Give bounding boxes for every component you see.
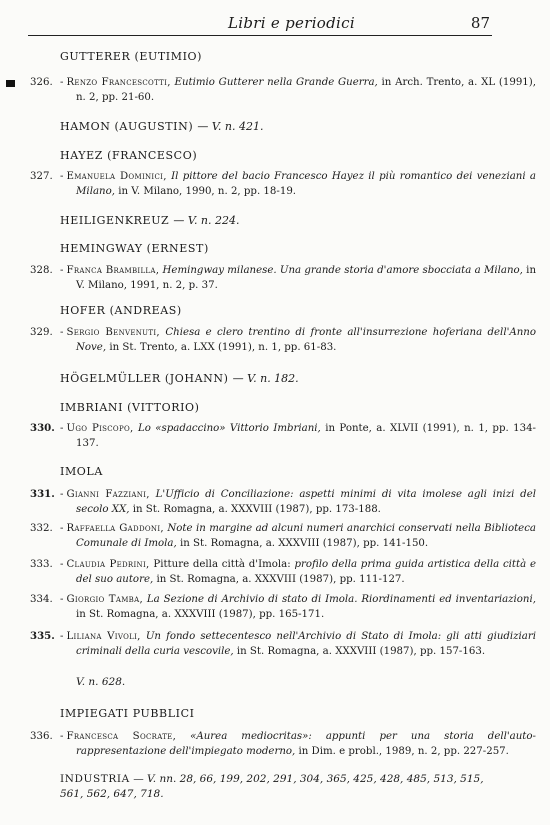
bibliography-entry: 331. - Gianni Fazziani, L'Ufficio di Conciliazione: aspetti minimi di vita imolese agli inizi del secolo XX, in St. Romagna, a. XXXVIII (1987), pp. 173-188.: [30, 488, 536, 515]
bibliography-entry: 333. - Claudia Pedrini, Pitture della città d'Imola: profilo della prima guida artistica della città e del suo autore, in St. Romagna, a. XXXVIII (1987), pp. 111-127.: [30, 559, 536, 585]
section-heading: HÖGELMÜLLER (JOHANN) — V. n. 182.: [60, 372, 299, 385]
bibliography-entry: 328. - Franca Brambilla, Hemingway milanese. Una grande storia d'amore sbocciata a Milano, in V. Milano, 1991, n. 2, p. 37.: [30, 265, 537, 291]
bibliography-entry: 329. - Sergio Benvenuti, Chiesa e clero trentino di fronte all'insurrezione hoferiana dell'Anno Nove, in St. Trento, a. LXX (1991), n. 1, pp. 61-83.: [30, 327, 536, 353]
section-heading: IMOLA: [60, 465, 103, 478]
bibliography-entry: 330. - Ugo Piscopo, Lo «spadaccino» Vittorio Imbriani, in Ponte, a. XLVII (1991), n. 1, pp. 134-137.: [30, 422, 536, 449]
section-heading: HAMON (AUGUSTIN) — V. n. 421.: [60, 120, 264, 133]
section-heading: GUTTERER (EUTIMIO): [60, 50, 203, 63]
bibliography-entry: 335. - Liliana Vivoli, Un fondo settecentesco nell'Archivio di Stato di Imola: gli atti giudiziari criminali della curia vescovile, in St. Romagna, a. XXXVIII (1987), pp. 157-163.: [30, 630, 537, 657]
section-heading: HAYEZ (FRANCESCO): [60, 149, 198, 162]
section-heading: HOFER (ANDREAS): [60, 304, 182, 317]
bibliography-entry: 326. - Renzo Francescotti, Eutimio Gutterer nella Grande Guerra, in Arch. Trento, a. XL (1991), n. 2, pp. 21-60.: [30, 77, 536, 103]
see-also-reference: V. n. 628.: [76, 676, 126, 688]
section-heading: HEILIGENKREUZ — V. n. 224.: [60, 214, 240, 227]
bibliography-entry: 332. - Raffaella Gaddoni, Note in margine ad alcuni numeri anarchici conservati nella Biblioteca Comunale di Imola, in St. Romagna, a. XXXVIII (1987), pp. 141-150.: [30, 523, 536, 549]
section-heading: IMPIEGATI PUBBLICI: [60, 707, 195, 720]
bibliography-entry: 336. - Francesca Socrate, «Aurea mediocritas»: appunti per una storia dell'auto-rappresentazione dell'impiegato moderno, in Dim. e probl., 1989, n. 2, pp. 227-257.: [30, 731, 536, 757]
bibliography-entry: 334. - Giorgio Tamba, La Sezione di Archivio di stato di Imola. Riordinamenti ed inventariazioni, in St. Romagna, a. XXXVIII (1987), pp. 165-171.: [30, 594, 536, 620]
margin-marker: [6, 80, 15, 87]
industria-label: INDUSTRIA: [60, 773, 130, 785]
industria-refs: — V. nn. 28, 66, 199, 202, 291, 304, 365, 425, 428, 485, 513, 515, 561, 562, 647, 718.: [60, 773, 484, 800]
page-number: 87: [470, 14, 490, 32]
running-title: Libri e periodici: [228, 14, 355, 32]
running-header: [28, 10, 492, 36]
industria-entry: [60, 772, 490, 802]
bibliography-entry: 327. - Emanuela Dominici, Il pittore del bacio Francesco Hayez il più romantico dei veneziani a Milano, in V. Milano, 1990, n. 2, pp. 18-19.: [30, 171, 536, 197]
section-heading: HEMINGWAY (ERNEST): [60, 242, 209, 255]
section-heading: IMBRIANI (VITTORIO): [60, 401, 200, 414]
